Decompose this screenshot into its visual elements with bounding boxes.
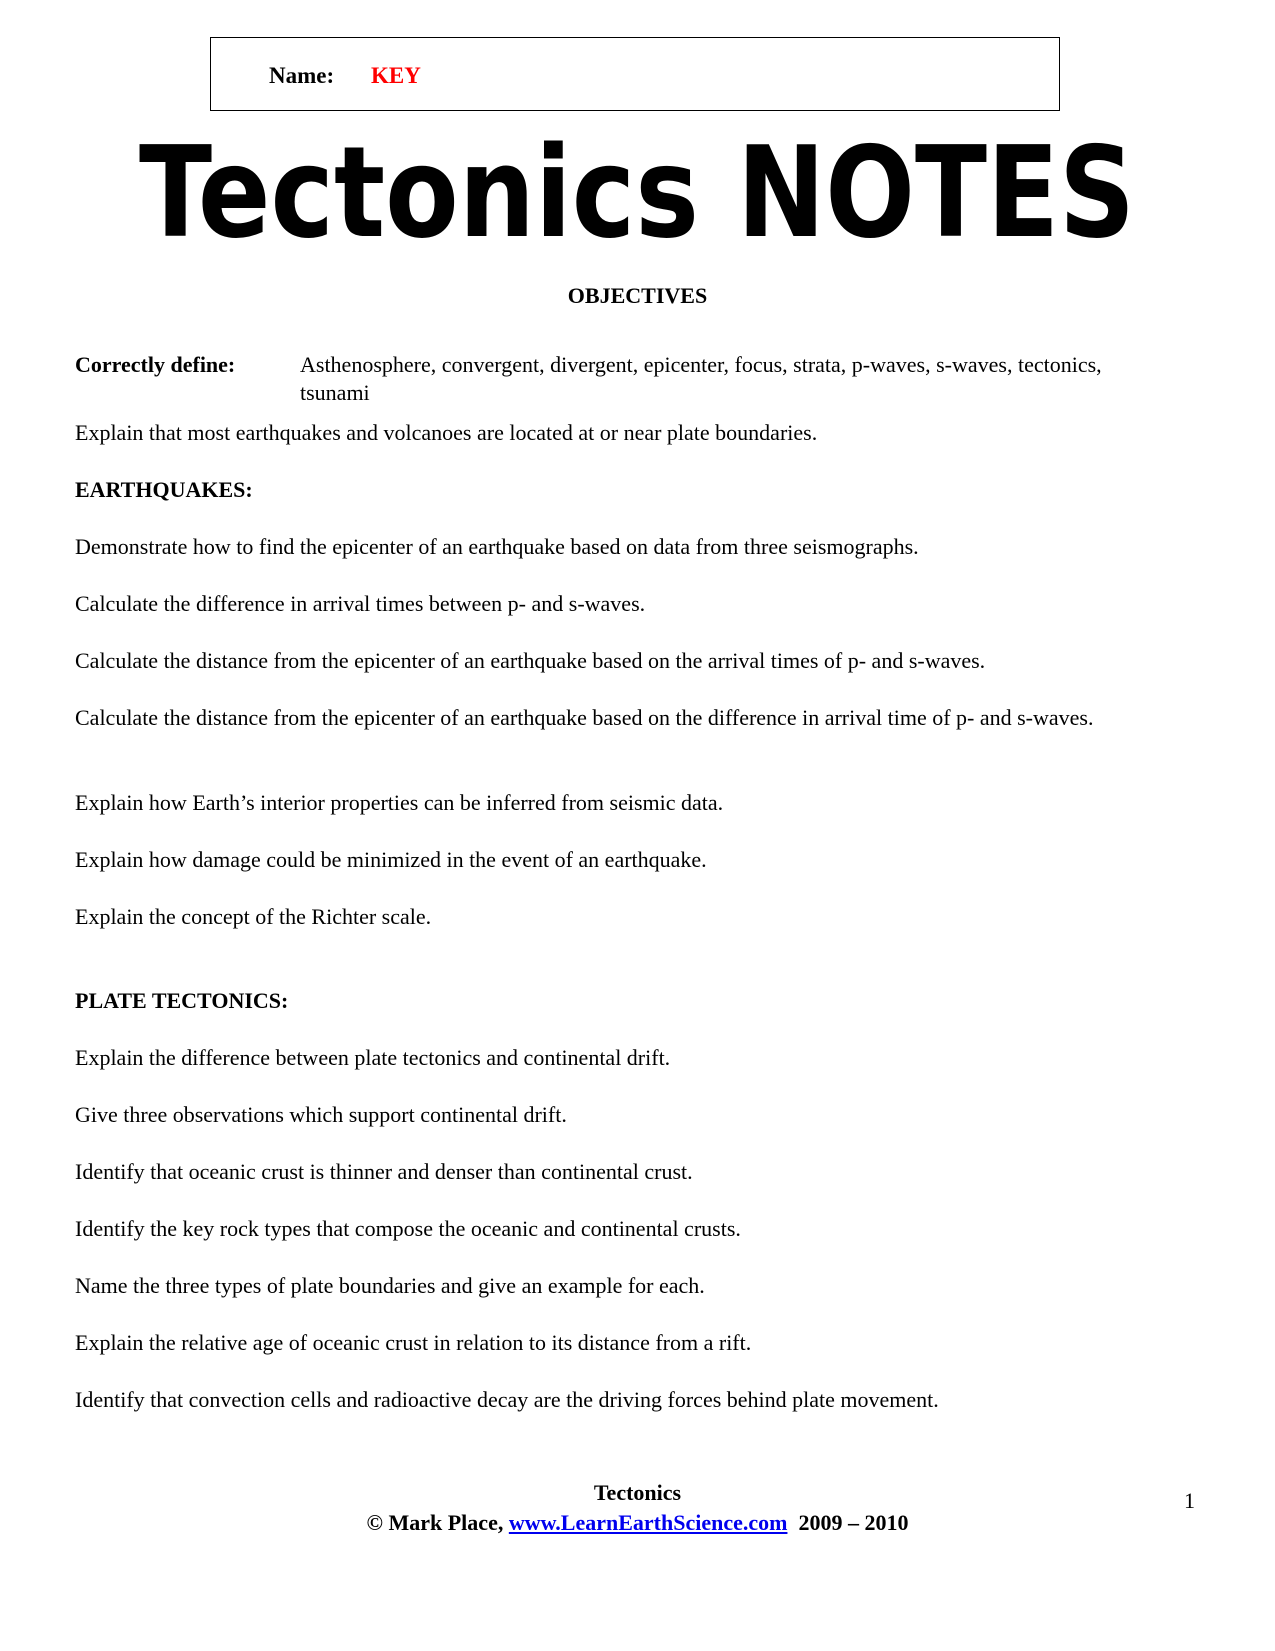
earthquakes-heading: EARTHQUAKES:	[75, 477, 253, 502]
list-item: Calculate the difference in arrival times between p- and s-waves.	[75, 591, 646, 616]
footer-years: 2009 – 2010	[798, 1510, 909, 1535]
list-item: Demonstrate how to find the epicenter of an earthquake based on data from three seismographs.	[75, 534, 919, 559]
list-item: Give three observations which support continental drift.	[75, 1102, 567, 1127]
list-item: Explain the difference between plate tectonics and continental drift.	[75, 1045, 671, 1070]
define-label: Correctly define:	[75, 352, 236, 377]
footer-copyright	[0, 1509, 1275, 1537]
objectives-heading: OBJECTIVES	[567, 283, 708, 308]
banner-title-first: Tectonics	[139, 119, 699, 266]
footer-title: Tectonics	[593, 1480, 682, 1505]
footer-copyright-prefix: © Mark Place,	[366, 1510, 504, 1535]
name-label: Name:	[269, 63, 335, 88]
footer-website-link[interactable]: www.LearnEarthScience.com	[508, 1510, 788, 1535]
name-box	[210, 37, 1060, 111]
name-value: KEY	[371, 63, 421, 88]
list-item: Identify that convection cells and radioactive decay are the driving forces behind plate movement.	[75, 1387, 939, 1412]
list-item: Identify the key rock types that compose the oceanic and continental crusts.	[75, 1216, 741, 1241]
objectives-intro: Explain that most earthquakes and volcanoes are located at or near plate boundaries.	[75, 420, 818, 445]
banner-title-second: NOTES	[737, 119, 1135, 266]
list-item: Explain how damage could be minimized in the event of an earthquake.	[75, 847, 707, 872]
plate-tectonics-heading: PLATE TECTONICS:	[75, 988, 289, 1013]
list-item: Explain the concept of the Richter scale.	[75, 904, 432, 929]
list-item: Name the three types of plate boundaries and give an example for each.	[75, 1273, 705, 1298]
title-banner	[133, 119, 1143, 266]
list-item: Explain the relative age of oceanic crust in relation to its distance from a rift.	[75, 1330, 752, 1355]
page-number: 1	[1184, 1488, 1195, 1513]
list-item: Calculate the distance from the epicenter of an earthquake based on the arrival times of p- and s-waves.	[75, 648, 986, 673]
list-item: Identify that oceanic crust is thinner and denser than continental crust.	[75, 1159, 693, 1184]
title-banner-art	[133, 119, 1143, 266]
define-terms: Asthenosphere, convergent, divergent, epicenter, focus, strata, p-waves, s-waves, tectonics, tsunami	[300, 352, 1102, 405]
list-item: Calculate the distance from the epicenter of an earthquake based on the difference in arrival time of p- and s-waves.	[75, 705, 1094, 730]
list-item: Explain how Earth’s interior properties can be inferred from seismic data.	[75, 790, 724, 815]
